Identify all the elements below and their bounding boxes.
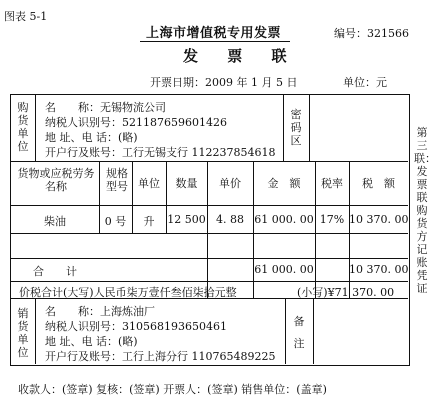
header-qty: 数量 [175, 177, 198, 190]
invoice-subtitle: 发 票 联 [183, 47, 299, 65]
row-qty: 12 500 [167, 213, 206, 226]
invoice-form [10, 94, 410, 366]
copy-note: 第三联：发票联 购货方记账凭证 [414, 126, 436, 295]
header-unit: 单位 [138, 177, 160, 190]
total-tax: 10 370. 00 [349, 263, 409, 276]
row-unit: 升 [143, 215, 155, 228]
seller-stamp: 销售单位：(盖章) [241, 383, 327, 396]
row-spec: 0 号 [104, 215, 127, 228]
buyer-tax-id: 纳税人识别号：521187659601426 [45, 116, 227, 129]
seller-address: 地 址、电 话：(略) [45, 335, 138, 348]
signature-footer [18, 381, 327, 397]
header-tax: 税 额 [362, 177, 395, 190]
header-price: 单价 [219, 177, 241, 190]
invoice-title: 上海市增值税专用发票 [146, 26, 282, 41]
header-rate: 税率 [321, 177, 343, 190]
grand-total-figure: (小写)¥71 370. 00 [297, 286, 395, 299]
buyer-name: 名 称：无锡物流公司 [45, 101, 166, 114]
grand-total-words: 价税合计(大写)人民币柒万壹仟叁佰柒拾元整 [19, 286, 237, 299]
total-amount: 61 000. 00 [254, 263, 314, 276]
row-amount: 61 000. 00 [254, 213, 314, 226]
seller-tax-id: 纳税人识别号：310568193650461 [45, 320, 227, 333]
issue-date: 开票日期：2009 年 1 月 5 日 [150, 76, 298, 89]
password-area-heading: 密码区 [290, 108, 302, 147]
seller-bank: 开户行及账号：工行上海分行 110765489225 [45, 350, 276, 363]
row-rate: 17% [319, 213, 345, 226]
total-label: 合 计 [33, 265, 77, 278]
figure-label: 图表 5-1 [4, 10, 48, 23]
buyer-bank: 开户行及账号：工行无锡支行 112237854618 [45, 146, 276, 159]
seller-name: 名 称：上海炼油厂 [45, 305, 155, 318]
buyer-address: 地 址、电 话：(略) [45, 131, 138, 144]
row-goods: 柴油 [44, 215, 66, 228]
invoice-number: 编号：321566 [334, 27, 409, 40]
buyer-heading: 购货单位 [17, 101, 29, 153]
issuer-signature: 开票人：(签章) [163, 383, 238, 396]
row-price: 4. 88 [216, 213, 244, 226]
header-goods: 货物或应税劳务名称 [17, 167, 95, 193]
reviewer-signature: 复核：(签章) [96, 383, 160, 396]
seller-heading: 销货单位 [17, 307, 29, 359]
remark-heading: 备注 [293, 315, 305, 350]
header-amount: 金 额 [267, 177, 301, 190]
currency-unit: 单位：元 [343, 76, 387, 89]
header-spec: 规格型号 [106, 167, 128, 193]
title-underline [140, 41, 290, 42]
payee-signature: 收款人：(签章) [18, 383, 93, 396]
row-tax: 10 370. 00 [349, 213, 409, 226]
